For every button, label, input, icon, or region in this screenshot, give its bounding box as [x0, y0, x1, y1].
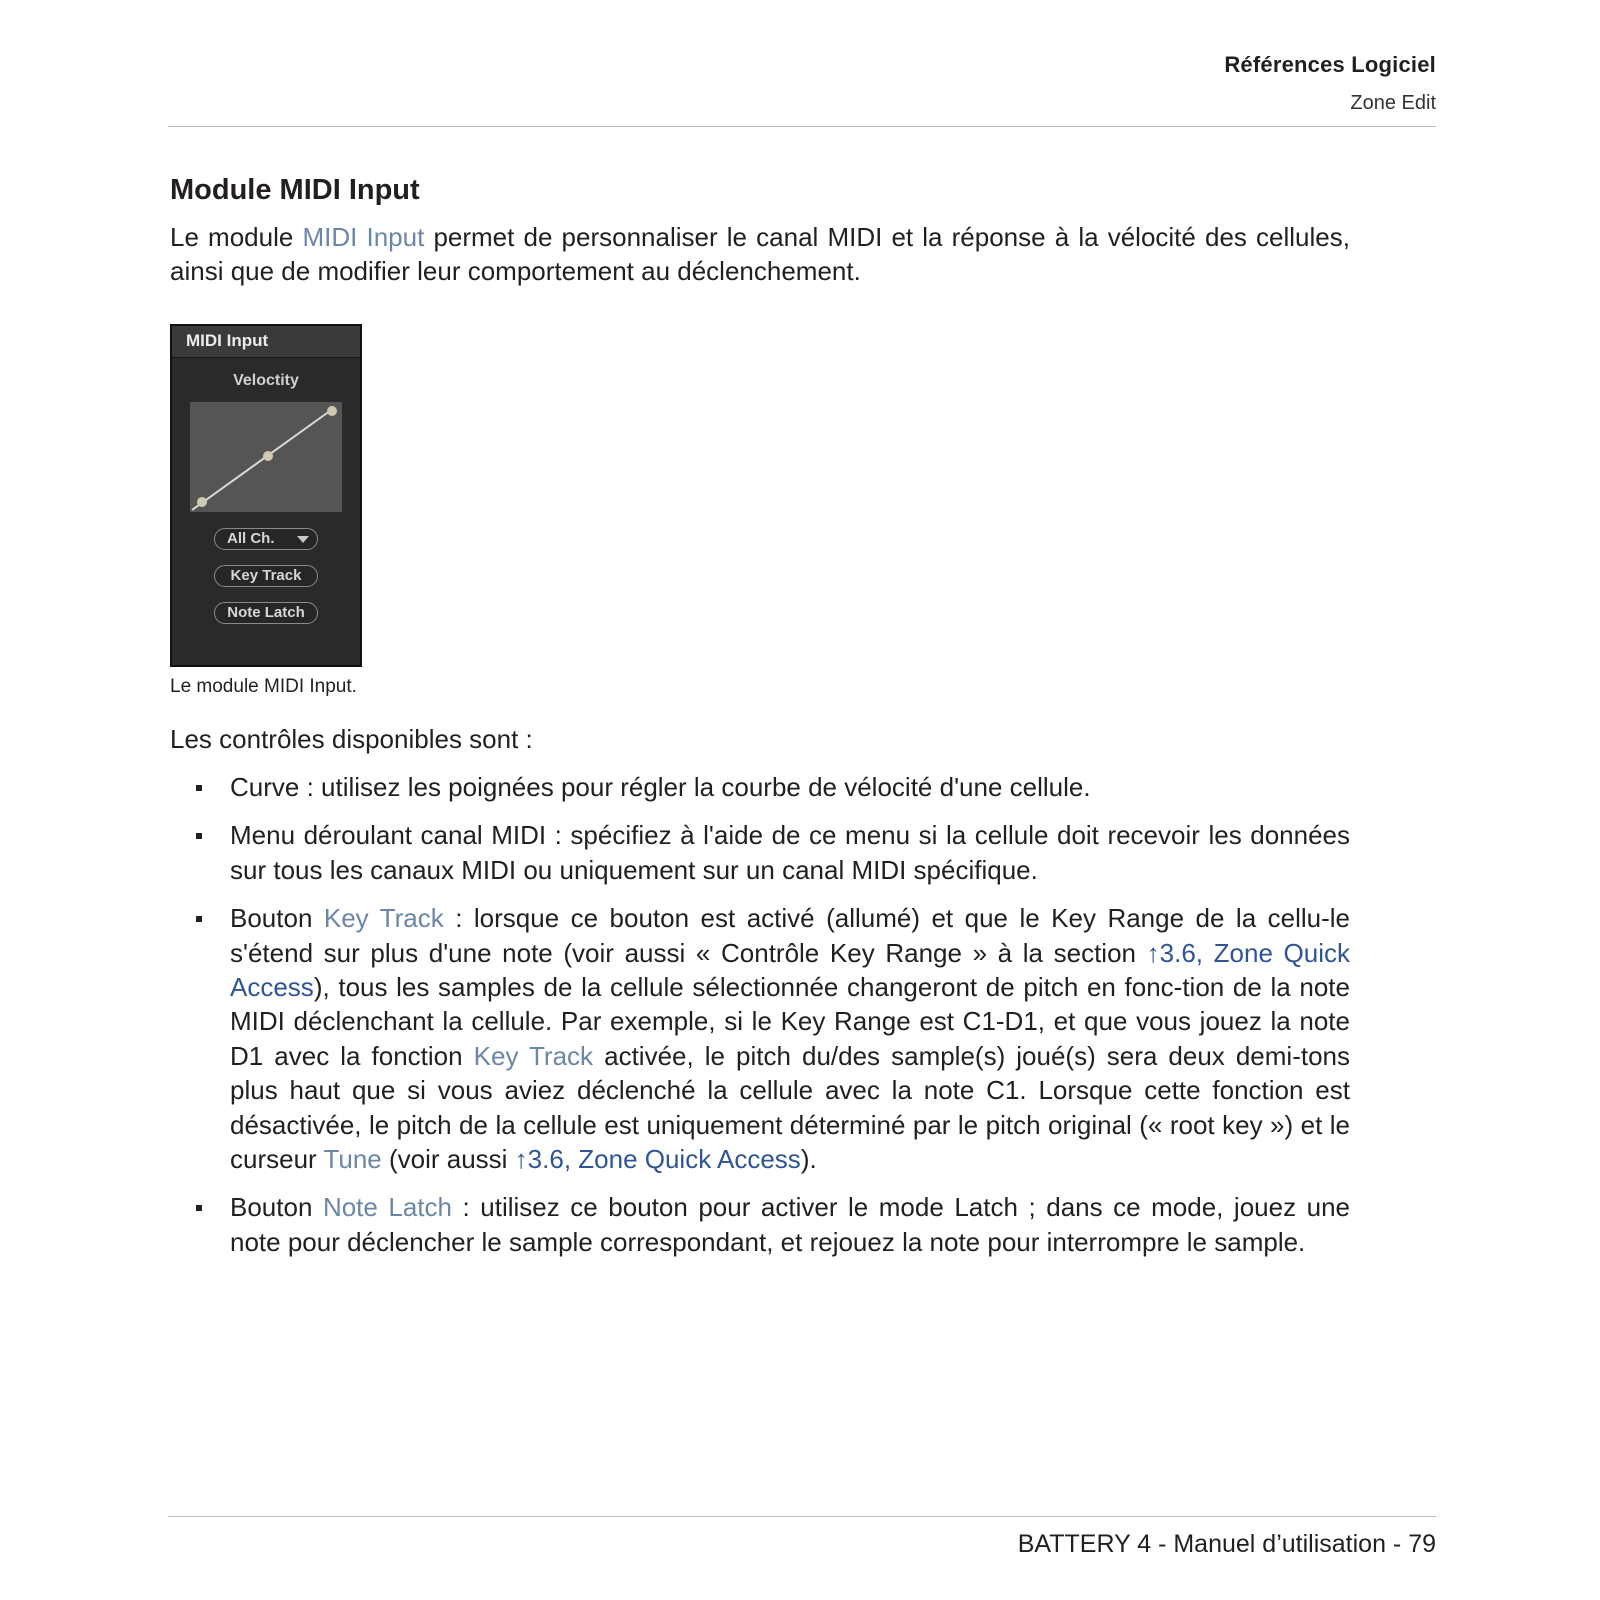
- controls-lead: Les contrôles disponibles sont :: [170, 724, 533, 754]
- item-text: Bouton: [230, 1192, 323, 1223]
- item-text: Menu déroulant canal MIDI : spécifiez à l'aide de ce menu si la cellule doit recevoir les données sur tous les canaux MIDI ou uniquement sur un canal MIDI spécifique.: [230, 820, 1350, 885]
- velocity-curve[interactable]: [190, 398, 344, 514]
- zone-quick-access-link[interactable]: ↑3.6, Zone Quick Access: [514, 1144, 801, 1175]
- curve-handle-start: [197, 497, 207, 507]
- controls-section: [170, 722, 1350, 1273]
- curve-handle-mid: [263, 451, 273, 461]
- midi-input-module: [170, 324, 362, 667]
- list-item: [170, 901, 1350, 1176]
- section: [170, 170, 1350, 288]
- bullet-icon: [196, 916, 202, 922]
- chevron-down-icon: [297, 536, 309, 543]
- item-text: : utilisez ce bouton pour activer le mode Latch ; dans ce mode, jouez une note pour déclencher le sample correspondant, et rejouez la note pour interrompre le sample.: [230, 1192, 1350, 1257]
- curve-handle-end: [327, 406, 337, 416]
- tune-term: Tune: [323, 1144, 382, 1175]
- item-text: ), tous les samples de la cellule sélectionnée changeront de pitch en fonc-tion de la note MIDI déclenchant la cellule. Par exemple, si le Key Range est C1-D1, et que vous jouez la note D1 avec la fonction: [230, 972, 1350, 1071]
- item-text: (voir aussi: [381, 1144, 515, 1175]
- list-item: [170, 818, 1350, 887]
- item-text: ).: [800, 1144, 817, 1175]
- header-divider: [168, 126, 1436, 127]
- section-heading: Module MIDI Input: [170, 174, 420, 206]
- intro-paragraph: [170, 220, 1350, 288]
- note-latch-term: Note Latch: [322, 1192, 452, 1223]
- bullet-icon: [196, 833, 202, 839]
- header-title: Références Logiciel: [1224, 52, 1436, 77]
- item-text: : lorsque ce bouton est activé (allumé) et que le Key Range de la cellu-le s'étend sur plus d'une note (voir aussi « Contrôle Key Range » à la section: [230, 903, 1350, 968]
- figure-caption: Le module MIDI Input.: [170, 676, 357, 697]
- list-item: [170, 1190, 1350, 1259]
- note-latch-button[interactable]: Note Latch: [214, 602, 318, 624]
- intro-text-rest: permet de personnaliser le canal MIDI et la réponse à la vélocité des cellules, ainsi que de modifier leur comportement au déclenchement.: [170, 222, 1350, 286]
- footer-divider: [168, 1516, 1436, 1517]
- page-footer: BATTERY 4 - Manuel d’utilisation - 79: [1017, 1530, 1436, 1558]
- item-text: activée, le pitch du/des sample(s) joué(s) sera deux demi-tons plus haut que si vous aviez déclenché la cellule avec la note C1. Lorsque cette fonction est désactivée, le pitch de la cellule est uniquement déterminé par le pitch original (« root key ») et le curseur: [230, 1040, 1350, 1175]
- header-subtitle: Zone Edit: [1350, 92, 1436, 114]
- module-title: MIDI Input: [172, 326, 360, 358]
- key-track-term: Key Track: [473, 1040, 594, 1071]
- midi-input-term: MIDI Input: [302, 222, 425, 252]
- item-text: Curve : utilisez les poignées pour régler la courbe de vélocité d'une cellule.: [230, 772, 1091, 802]
- bullet-icon: [196, 1205, 202, 1211]
- velocity-label: Veloctity: [233, 372, 299, 389]
- item-text: Bouton: [230, 903, 324, 934]
- channel-value: All Ch.: [227, 530, 275, 547]
- zone-quick-access-link[interactable]: ↑3.6, Zone Quick Access: [230, 937, 1350, 1003]
- key-track-term: Key Track: [323, 903, 444, 934]
- key-track-button[interactable]: Key Track: [214, 565, 318, 587]
- midi-channel-dropdown[interactable]: [214, 528, 318, 550]
- intro-text: Le module: [170, 222, 303, 252]
- bullet-icon: [196, 785, 202, 791]
- controls-list: [170, 770, 1350, 1259]
- list-item: [170, 770, 1350, 804]
